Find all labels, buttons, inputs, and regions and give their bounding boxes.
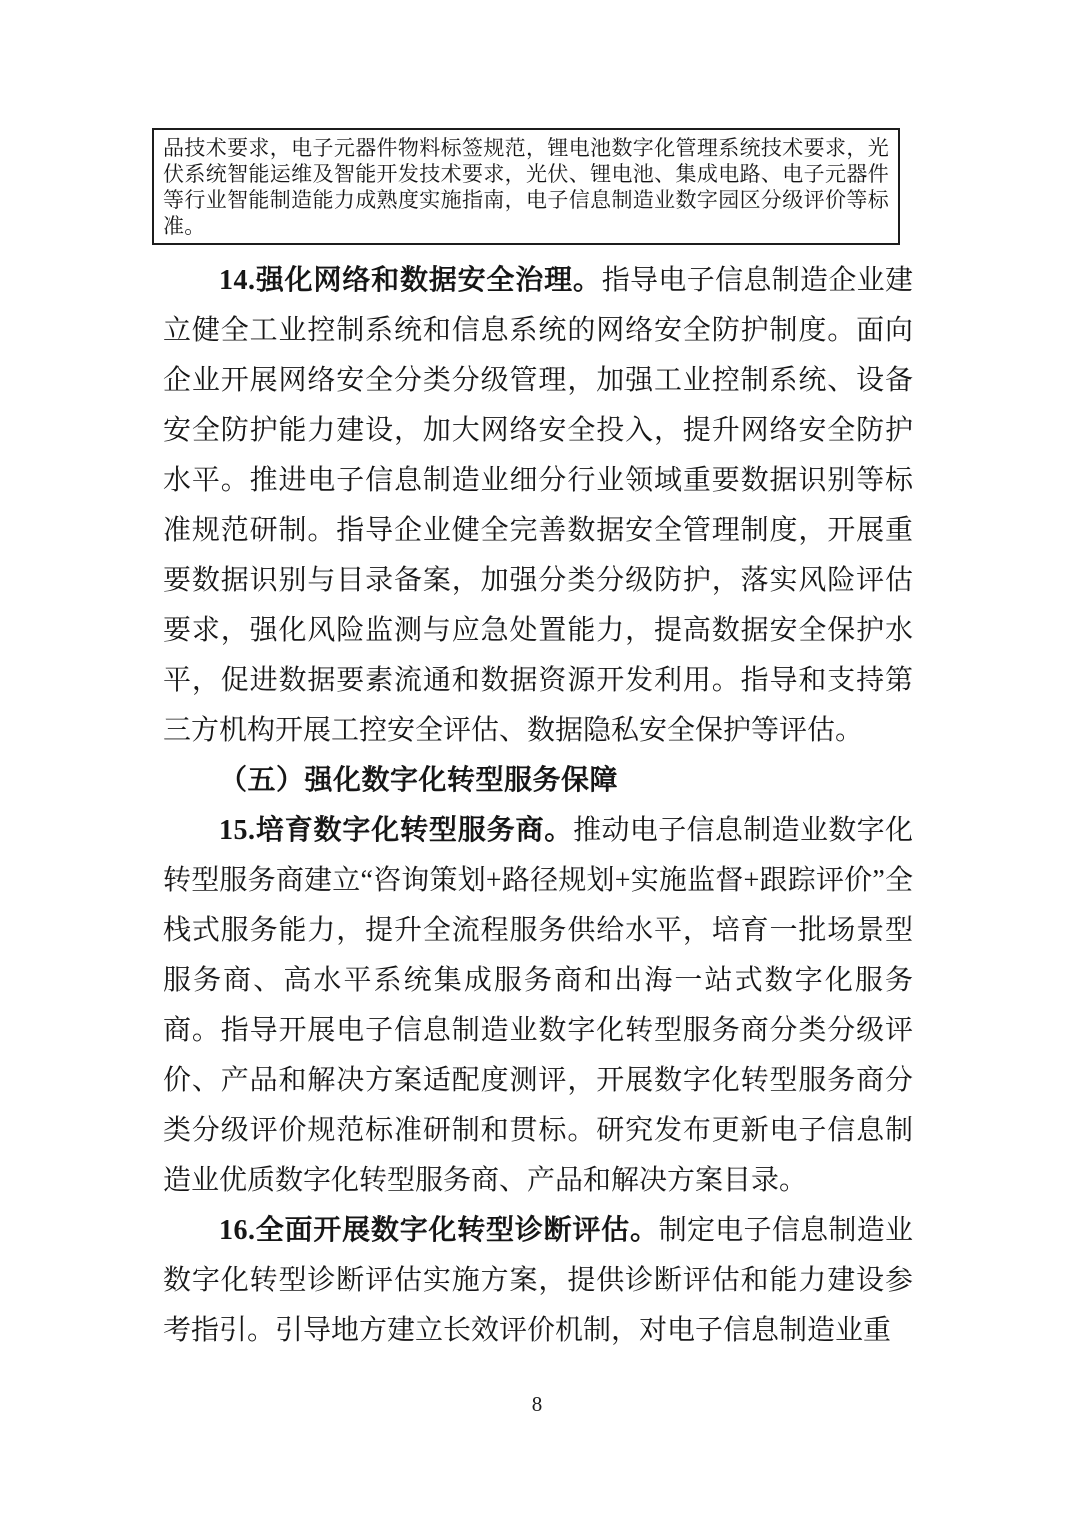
document-body bbox=[163, 256, 913, 1356]
paragraph-16-text: 制定电子信息制造业数字化转型诊断评估实施方案，提供诊断评估和能力建设参考指引。引导地方建立长效评价机制，对电子信息制造业重 bbox=[163, 1215, 913, 1346]
continuation-text-box bbox=[152, 128, 900, 245]
paragraph-15 bbox=[163, 806, 913, 1206]
paragraph-15-text: 推动电子信息制造业数字化转型服务商建立“咨询策划+路径规划+实施监督+跟踪评价”全栈式服务能力，提升全流程服务供给水平，培育一批场景型服务商、高水平系统集成服务商和出海一站式数字化服务商。指导开展电子信息制造业数字化转型服务商分类分级评价、产品和解决方案适配度测评，开展数字化转型服务商分类分级评价规范标准研制和贯标。研究发布更新电子信息制造业优质数字化转型服务商、产品和解决方案目录。 bbox=[163, 815, 913, 1196]
section-heading-5: （五）强化数字化转型服务保障 bbox=[219, 765, 619, 796]
paragraph-16-lead: 16.全面开展数字化转型诊断评估。 bbox=[219, 1215, 659, 1246]
paragraph-14-text: 指导电子信息制造企业建立健全工业控制系统和信息系统的网络安全防护制度。面向企业开展网络安全分类分级管理，加强工业控制系统、设备安全防护能力建设，加大网络安全投入，提升网络安全防护水平。推进电子信息制造业细分行业领域重要数据识别等标准规范研制。指导企业健全完善数据安全管理制度，开展重要数据识别与目录备案，加强分类分级防护，落实风险评估要求，强化风险监测与应急处置能力，提高数据安全保护水平，促进数据要素流通和数据资源开发利用。指导和支持第三方机构开展工控安全评估、数据隐私安全保护等评估。 bbox=[163, 265, 913, 746]
paragraph-14-lead: 14.强化网络和数据安全治理。 bbox=[219, 265, 602, 296]
continuation-text: 品技术要求，电子元器件物料标签规范，锂电池数字化管理系统技术要求，光伏系统智能运维及智能开发技术要求，光伏、锂电池、集成电路、电子元器件等行业智能制造能力成熟度实施指南，电子信息制造业数字园区分级评价等标准。 bbox=[163, 136, 889, 238]
paragraph-14 bbox=[163, 256, 913, 756]
page-number: 8 bbox=[531, 1392, 543, 1416]
paragraph-15-lead: 15.培育数字化转型服务商。 bbox=[219, 815, 574, 846]
paragraph-16 bbox=[163, 1206, 913, 1356]
